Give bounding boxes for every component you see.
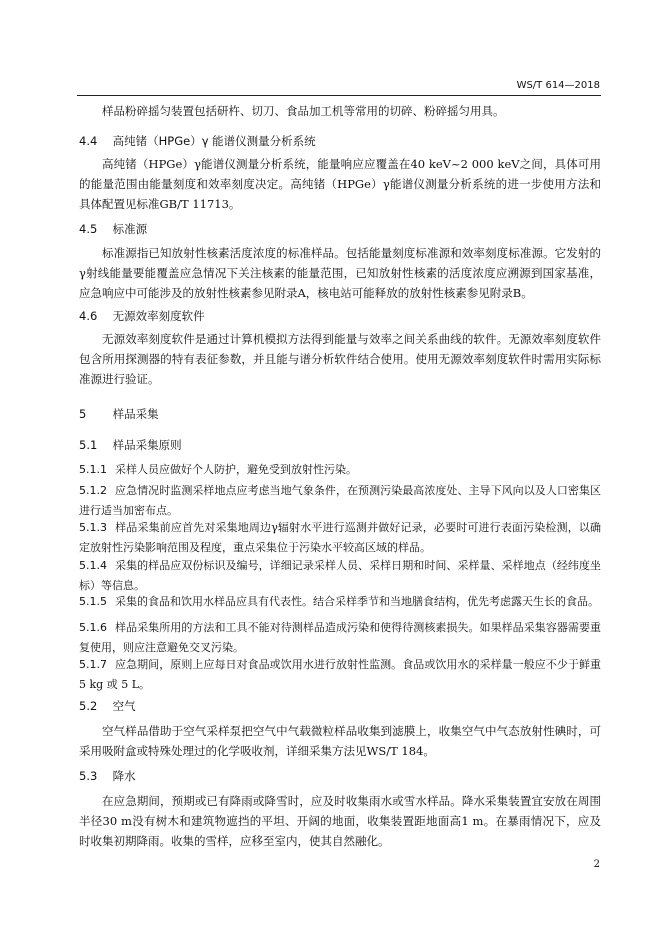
clause-text: 应急情况时监测采样地点应考虑当地气象条件，在预测污染最高浓度处、主导下风向以及人口密集区进行适当加密布点。 — [79, 484, 601, 517]
section-title: 降水 — [112, 769, 136, 783]
section-5-heading — [79, 404, 159, 424]
section-number: 4.6 — [79, 309, 98, 323]
section-5-2-heading — [79, 696, 136, 716]
clause-number: 5.1.5 — [79, 595, 107, 608]
clause-text: 采集的样品应双份标识及编号，详细记录采样人员、采样日期和时间、采样量、采样地点（经纬度坐标）等信息。 — [79, 559, 601, 592]
clause-5-1-4 — [79, 556, 601, 596]
header-standard-code: WS/T 614—2018 — [516, 80, 600, 91]
clause-text: 采样人员应做好个人防护，避免受到放射性污染。 — [115, 463, 357, 476]
section-title: 样品采集 — [112, 407, 159, 421]
section-title: 空气 — [112, 699, 136, 713]
clause-number: 5.1.1 — [79, 463, 107, 476]
clause-number: 5.1.2 — [79, 484, 107, 497]
clause-5-1-1 — [79, 460, 601, 480]
clause-number: 5.1.4 — [79, 559, 107, 572]
section-number: 4.5 — [79, 222, 98, 236]
section-number: 5 — [79, 407, 87, 421]
section-4-5-heading — [79, 219, 147, 239]
intro-paragraph: 样品粉碎摇匀装置包括研杵、切刀、食品加工机等常用的切碎、粉碎摇匀用具。 — [102, 104, 505, 118]
clause-5-1-7 — [79, 655, 601, 695]
clause-number: 5.1.7 — [79, 658, 107, 671]
section-number: 5.3 — [79, 769, 98, 783]
section-number: 5.1 — [79, 438, 98, 452]
section-5-2-body: 空气样品借助于空气采样泵把空气中气载微粒样品收集到滤膜上，收集空气中气态放射性碘时，可采用吸附盒或特殊处理过的化学吸收剂，详细采集方法见WS/T 184。 — [79, 724, 601, 758]
clause-5-1-2 — [79, 481, 601, 521]
section-number: 5.2 — [79, 699, 98, 713]
section-4-4-body: 高纯锗（HPGe）γ能谱仪测量分析系统，能量响应应覆盖在40 keV~2 000 keV之间，具体可用的能量范围由能量刻度和效率刻度决定。高纯锗（HPGe）γ能谱仪测量分析系统的进一步使用方法和具体配置见标准GB/T 11713。 — [79, 157, 601, 211]
section-title: 样品采集原则 — [112, 438, 182, 452]
clause-number: 5.1.3 — [79, 521, 107, 534]
clause-5-1-6 — [79, 618, 601, 658]
clause-text: 样品采集前应首先对采集地周边γ辐射水平进行巡测并做好记录，必要时可进行表面污染检测，以确定放射性污染影响范围及程度，重点采集位于污染水平较高区域的样品。 — [79, 521, 601, 554]
page-number: 2 — [593, 859, 600, 870]
header-rule — [77, 95, 601, 96]
section-4-4-heading — [79, 131, 316, 151]
clause-text: 样品采集所用的方法和工具不能对待测样品造成污染和使得待测核素损失。如果样品采集容器需要重复使用，则应注意避免交叉污染。 — [79, 621, 601, 654]
section-number: 4.4 — [79, 134, 98, 148]
clause-text: 应急期间，原则上应每日对食品或饮用水进行放射性监测。食品或饮用水的采样量一般应不少于鲜重 5 kg 或 5 L。 — [79, 658, 601, 691]
section-title: 标准源 — [112, 222, 148, 236]
clause-number: 5.1.6 — [79, 621, 107, 634]
section-4-6-body: 无源效率刻度软件是通过计算机模拟方法得到能量与效率之间关系曲线的软件。无源效率刻度软件包含所用探测器的特有表征参数，并且能与谱分析软件结合使用。使用无源效率刻度软件时需用实际标准源进行验证。 — [79, 332, 601, 386]
section-4-5-body: 标准源指已知放射性核素活度浓度的标准样品。包括能量刻度标准源和效率刻度标准源。它发射的γ射线能量要能覆盖应急情况下关注核素的能量范围，已知放射性核素的活度浓度应溯源到国家基准，应急响应中可能涉及的放射性核素参见附录A，核电站可能释放的放射性核素参见附录B。 — [79, 246, 601, 300]
section-5-3-body: 在应急期间，预期或已有降雨或降雪时，应及时收集雨水或雪水样品。降水采集装置宜安放在周围半径30 m没有树木和建筑物遮挡的平坦、开阔的地面，收集装置距地面高1 m。在暴雨情况下，应及时收集初期降雨。收集的雪样，应移至室内，使其自然融化。 — [79, 794, 601, 848]
section-5-1-heading — [79, 435, 182, 455]
section-title: 高纯锗（HPGe）γ 能谱仪测量分析系统 — [112, 134, 316, 148]
clause-text: 采集的食品和饮用水样品应具有代表性。结合采样季节和当地膳食结构，优先考虑露天生长的食品。 — [115, 595, 599, 608]
section-title: 无源效率刻度软件 — [112, 309, 205, 323]
clause-5-1-5 — [79, 592, 601, 612]
section-4-6-heading — [79, 306, 205, 326]
clause-5-1-3 — [79, 518, 601, 558]
section-5-3-heading — [79, 766, 136, 786]
